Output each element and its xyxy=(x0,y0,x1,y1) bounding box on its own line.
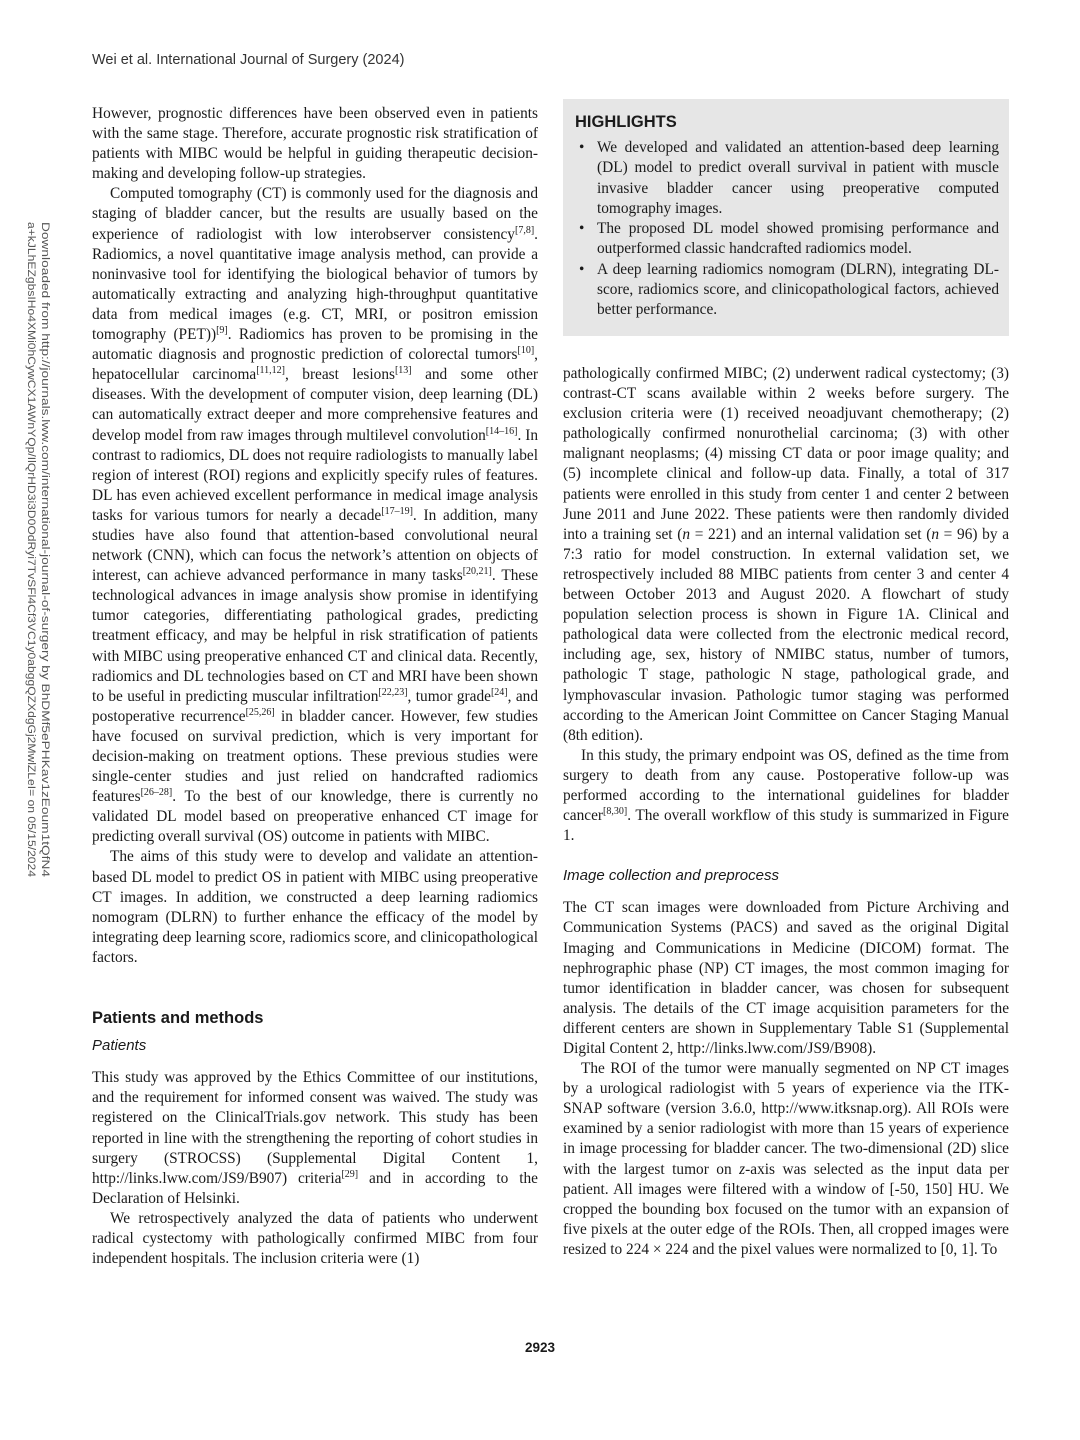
highlight-item: • We developed and validated an attention-based deep learning (DL) model to predict overall survival in patient with muscle invasive bladder cancer using preoperative computed tomography images. xyxy=(575,138,999,219)
citation: [10] xyxy=(517,345,535,357)
paragraph: Computed tomography (CT) is commonly used for the diagnosis and staging of bladder cancer, but the results are usually based on the experience of radiologist with low interobserver consistency[7,8]. Radiomics, a novel quantitative image analysis method, can provide a noninvasive tool for identifying the biological behavior of tumors by automatically extracting and analyzing high-throughput quantitative data from medical images (e.g. CT, MRI, or positron emission tomography (PET))[9]. Radiomics has proven to be promising in the automatic diagnosis and prognostic prediction of colorectal tumors[10], hepatocellular carcinoma[11,12], breast lesions[13] and some other diseases. With the development of computer vision, deep learning (DL) can automatically extract deeper and more comprehensive features and develop model from raw images through multilevel convolution[14–16]. In contrast to radiomics, DL does not require radiologists to manually label region of interest (ROI) regions and explicitly specify rules of features. DL has even achieved excellent performance in medical image analysis tasks for various tumors for nearly a decade[17–19]. In addition, many studies have also found that attention-based convolutional neural network (CNN), which can focus the network’s attention on objects of interest, can achieve advanced performance in many tasks[20,21]. These technological advances in image analysis show promise in identifying tumor categories, differentiating pathological grades, predicting treatment efficacy, and may be helpful in risk stratification of patients with MIBC using preoperative enhanced CT and clinical data. Recently, radiomics and DL technologies based on CT and MRI have been shown to be useful in predicting muscular infiltration[22,23], tumor grade[24], and postoperative recurrence[25,26] in bladder cancer. However, few studies have focused on survival prediction, which is very important for decision-making on treatment options. These previous studies were single-center studies and just relied on handcrafted radiomics features[26–28]. To the best of our knowledge, there is currently no validated DL model based on preoperative enhanced CT image for predicting overall survival (OS) outcome in patients with MIBC. xyxy=(92,185,539,846)
citation: [9] xyxy=(216,324,228,336)
paragraph: The aims of this study were to develop and validate an attention-based DL model to predict OS in patient with MIBC using preoperative CT images. In addition, we constructed a deep learning radiomics nomogram (DLRN) to further enhance the efficacy of the model by integrating deep learning score, radiomics score, and clinicopathological factors. xyxy=(92,848,538,966)
subsection-heading: Image collection and preprocess xyxy=(563,867,779,885)
paragraph: pathologically confirmed MIBC; (2) underwent radical cystectomy; (3) contrast-CT scans available within 2 weeks before surgery. The exclusion criteria were (1) received neoadjuvant chemotherapy; (2) pathologically confirmed nonurothelial carcinoma; (3) with other malignant neoplasms; (4) missing CT data or poor image quality; and (5) incomplete clinical and follow-up data. Finally, a total of 317 patients were enrolled in this study from center 1 and center 2 between June 2011 and June 2022. These patients were then randomly divided into a training set (n = 221) and an internal validation set (n = 96) by a 7:3 ratio for model construction. In external validation set, we retrospectively included 88 MIBC patients from center 3 and center 4 between October 2013 and August 2020. A flowchart of study population selection process is shown in Figure 1A. Clinical and pathological data were collected from the electronic medical record, including age, sex, history of NMIBC status, number of tumors, pathologic T stage, pathologic N stage, pathological grade, and lymphovascular invasion. Pathologic tumor staging was performed according to the American Joint Committee on Cancer Staging Manual (8th edition). xyxy=(563,365,1010,744)
citation: [24] xyxy=(490,686,508,698)
highlights-list xyxy=(575,138,999,321)
paragraph: The CT scan images were downloaded from Picture Archiving and Communication Systems (PACS) and saved as the original Digital Imaging and Communications in Medicine (DICOM) format. The nephrographic phase (NP) CT images, the most common imaging for tumor identification in bladder cancer, was chosen for subsequent analysis. The details of the CT image acquisition parameters for the different centers are shown in Supplementary Table S1 (Supplemental Digital Content 2, http://links.lww.com/JS9/B908). xyxy=(563,899,1009,1057)
paragraph: In this study, the primary endpoint was OS, defined as the time from surgery to death from any cause. Postoperative follow-up was performed according to the international guidelines for bladder cancer[8,30]. The overall workflow of this study is summarized in Figure 1. xyxy=(563,746,1009,845)
left-column xyxy=(92,104,538,1269)
citation: [13] xyxy=(394,365,412,377)
download-watermark-svg xyxy=(14,222,58,882)
citation: [11,12] xyxy=(256,365,286,377)
watermark-line-2: a+kJLhEZgbsIHo4XMi0hCywCX1AWnYQp/IlQrHD3i3D0OdRyi7TvSFl4Cf3VC1y0abggQZXdgGj2MwlZLeI= on 05/15/2024 xyxy=(25,222,37,796)
paragraph: The ROI of the tumor were manually segmented on NP CT images by a urological radiologist with 5 years of experience via the ITK-SNAP software (version 3.6.0, http://www.itksnap.org). All ROIs were examined by a senior radiologist with more than 15 years of experience in image processing for bladder cancer. The two-dimensional (2D) slice with the largest tumor on z-axis was selected as the input data per patient. All images were filtered with a window of [-50, 150] HU. We cropped the bounding box focused on the tumor with an expansion of five pixels at the outer edge of the ROIs. Then, all cropped images were resized to 224 × 224 and the pixel values were normalized to [0, 1]. To xyxy=(563,1060,1009,1258)
paragraph: However, prognostic differences have been observed even in patients with the same stage. Therefore, accurate prognostic risk stratification of patients with MIBC would be helpful in guiding therapeutic decision-making and developing follow-up strategies. xyxy=(92,105,538,183)
highlight-item: • The proposed DL model showed promising performance and outperformed classic handcrafted radiomics model. xyxy=(575,219,999,260)
highlights-box xyxy=(563,99,1009,336)
citation: [20,21] xyxy=(462,566,492,578)
citation: [7,8] xyxy=(514,224,535,236)
citation: [8,30] xyxy=(603,805,628,817)
page-number: 2923 xyxy=(524,1340,556,1355)
citation: [29] xyxy=(341,1168,359,1180)
right-column xyxy=(563,364,1009,1260)
citation: [26–28] xyxy=(140,787,173,799)
highlight-item: • A deep learning radiomics nomogram (DLRN), integrating DL-score, radiomics score, and clinicopathological factors, achieved better performance. xyxy=(575,260,999,321)
citation: [25,26] xyxy=(245,706,275,718)
paragraph: We retrospectively analyzed the data of patients who underwent radical cystectomy with pathologically confirmed MIBC from four independent hospitals. The inclusion criteria were (1) xyxy=(92,1209,538,1268)
section-heading: Patients and methods xyxy=(92,1009,264,1028)
highlights-title: HIGHLIGHTS xyxy=(575,113,677,131)
citation: [17–19] xyxy=(381,505,413,517)
citation: [22,23] xyxy=(378,686,408,698)
download-watermark xyxy=(14,222,58,882)
subsection-heading: Patients xyxy=(92,1037,147,1055)
running-head: Wei et al. International Journal of Surgery (2024) xyxy=(92,52,405,68)
watermark-line-1: Downloaded from http://journals.lww.com/international-journal-of-surgery by BhDMf5ePHKav1zEoum1tQfN4 xyxy=(39,222,51,729)
citation: [14–16] xyxy=(485,425,518,437)
paragraph: This study was approved by the Ethics Committee of our institutions, and the requirement for informed consent was waived. The study was registered on the ClinicalTrials.gov network. This study has been reported in line with the strengthening the reporting of cohort studies in surgery (STROCSS) (Supplemental Digital Content 1, http://links.lww.com/JS9/B907) criteria[29] and in according to the Declaration of Helsinki. xyxy=(92,1069,538,1207)
